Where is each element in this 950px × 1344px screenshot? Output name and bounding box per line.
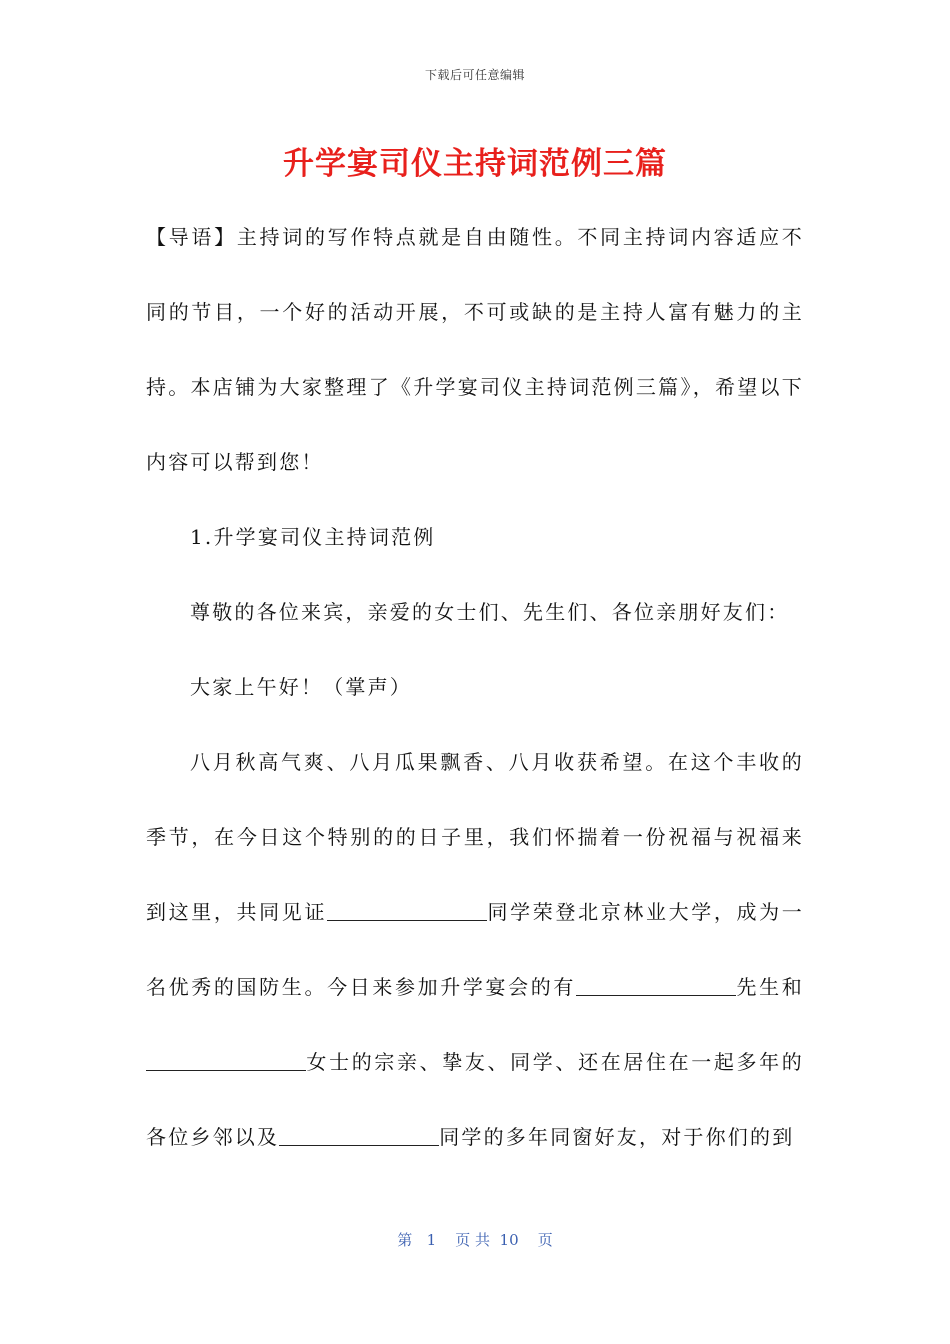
- greeting-paragraph: 尊敬的各位来宾，亲爱的女士们、先生们、各位亲朋好友们：: [190, 600, 790, 624]
- footer-label-end: 页: [537, 1231, 553, 1249]
- document-body: [146, 200, 804, 1175]
- intro-paragraph: 【导语】主持词的写作特点就是自由随性。不同主持词内容适应不同的节目，一个好的活动开展，不可或缺的是主持人富有魅力的主持。本店铺为大家整理了《升学宴司仪主持词范例三篇》，希望以下内容可以帮到您！: [146, 225, 804, 474]
- paragraph-text: 同学的多年同窗好友，对于你们的到: [439, 1125, 795, 1149]
- fill-in-blank: [327, 900, 487, 921]
- footer-label-total: 页 共: [455, 1231, 490, 1249]
- hello-paragraph: 大家上午好！（掌声）: [190, 675, 412, 699]
- page-footer: [0, 1229, 950, 1250]
- fill-in-blank: [279, 1125, 439, 1146]
- paragraph-text: 先生和: [736, 975, 804, 999]
- paragraph-text: 八月秋高气爽、八月瓜果飘香、八月收获希望。在这个丰收的季节，在今日这个特别的的日子里，我们怀揣着一份祝福与祝福来到这里，共同见证: [146, 750, 804, 924]
- section-heading: 1.升学宴司仪主持词范例: [190, 525, 436, 549]
- footer-label-page: 第: [397, 1231, 413, 1249]
- total-pages-number: 10: [499, 1231, 519, 1249]
- document-title: 升学宴司仪主持词范例三篇: [283, 146, 667, 182]
- current-page-number: 1: [426, 1231, 437, 1249]
- body-paragraph: [146, 725, 804, 1175]
- fill-in-blank: [146, 1050, 306, 1071]
- paragraph-text: 女士的宗亲、挚友、同学、还在居住在一起多年的各位乡邻以及: [146, 1050, 804, 1149]
- header-note: 下载后可任意编辑: [424, 68, 525, 82]
- paragraph-text: 同学荣登北京林业大学，成为一名优秀的国防生。今日来参加升学宴会的有: [146, 900, 804, 999]
- fill-in-blank: [576, 975, 736, 996]
